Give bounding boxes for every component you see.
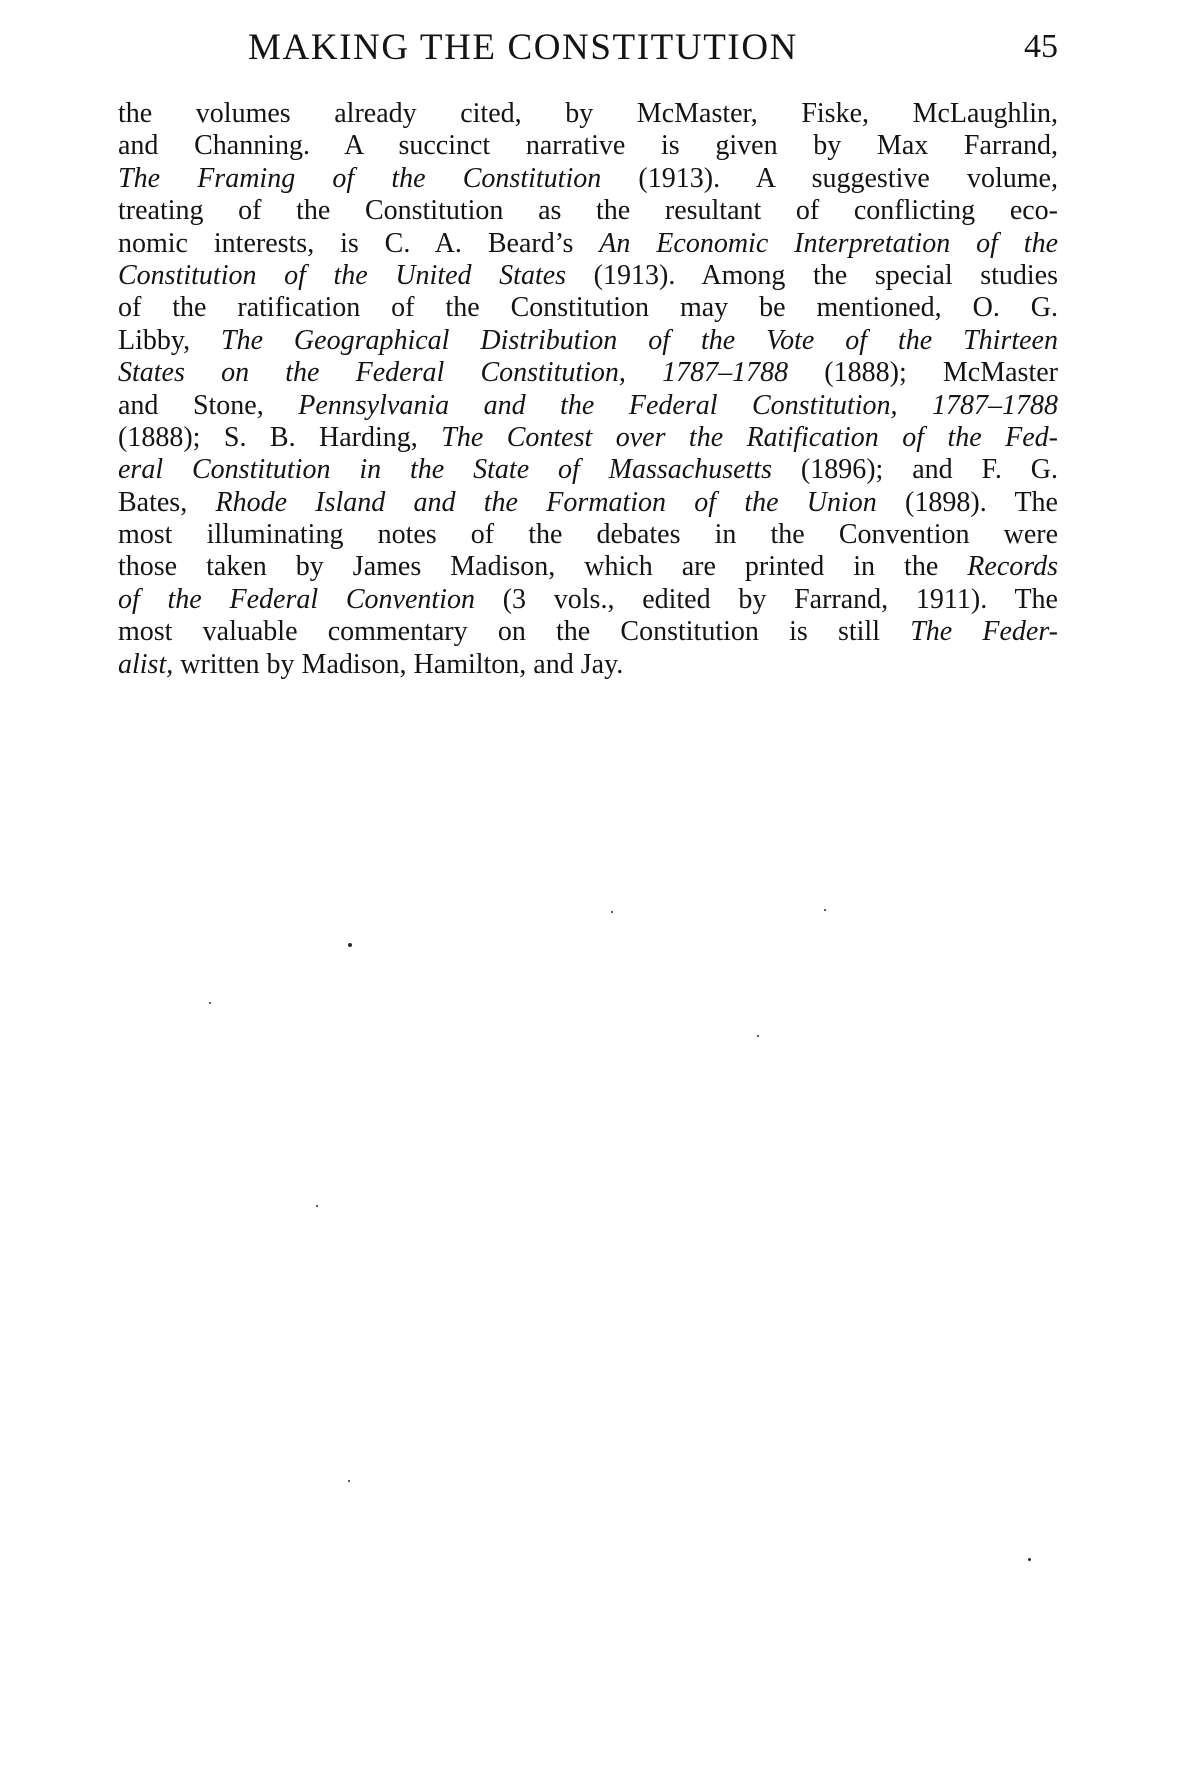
running-title: MAKING THE CONSTITUTION [248, 27, 798, 68]
italic-title-run: alist, [118, 648, 174, 680]
running-head [118, 26, 1058, 86]
text-run: (1898). The [876, 486, 1058, 518]
text-line [118, 228, 1058, 260]
text-run: Libby, [118, 324, 221, 356]
scan-speck [757, 1035, 759, 1037]
text-line [118, 422, 1058, 454]
italic-title-run: Rhode Island and the Formation of the Union [215, 486, 877, 518]
text-run: (1896); and F. G. [772, 454, 1058, 486]
text-line [118, 454, 1058, 486]
text-run: written by Madison, Hamilton, and Jay. [173, 648, 624, 680]
text-line [118, 649, 1058, 681]
scan-speck [348, 1480, 350, 1482]
text-line [118, 519, 1058, 551]
text-run: (1888); S. B. Harding, [118, 421, 442, 453]
text-run: (1888); McMaster [788, 357, 1058, 389]
scan-speck [611, 911, 613, 913]
text-run: (1913). Among the special studies [566, 259, 1058, 291]
scan-speck [209, 1002, 211, 1004]
text-line [118, 325, 1058, 357]
scan-speck [1028, 1558, 1031, 1561]
bibliography-paragraph [118, 98, 1058, 681]
text-run: the volumes already cited, by McMaster, Fiske, McLaughlin, [118, 98, 1058, 129]
italic-title-run: The Contest over the Ratification of the Fed- [441, 421, 1058, 453]
text-run: and Stone, [118, 389, 299, 421]
text-run: (3 vols., edited by Farrand, 1911). The [474, 583, 1058, 615]
italic-title-run: The Framing of the Constitution [118, 162, 602, 194]
text-line [118, 130, 1058, 162]
text-line [118, 357, 1058, 389]
italic-title-run: eral Constitution in the State of Massachusetts [118, 454, 773, 486]
italic-title-run: of the Federal Convention [118, 583, 475, 615]
italic-title-run: The Feder- [910, 616, 1059, 648]
italic-title-run: Records [967, 551, 1058, 583]
text-run: and Channing. A succinct narrative is given by Max Farrand, [118, 130, 1058, 162]
text-line [118, 487, 1058, 519]
text-line [118, 195, 1058, 227]
text-run: those taken by James Madison, which are printed in the [118, 551, 968, 583]
text-run: Bates, [118, 486, 216, 518]
text-line [118, 260, 1058, 292]
italic-title-run: Constitution of the United States [118, 259, 567, 291]
italic-title-run: States on the Federal Constitution, 1787–1788 [118, 357, 789, 389]
text-run: most illuminating notes of the debates in the Convention were [118, 519, 1058, 551]
text-line [118, 551, 1058, 583]
italic-title-run: Pennsylvania and the Federal Constitution, 1787–1788 [298, 389, 1058, 421]
page-number: 45 [1024, 28, 1058, 65]
italic-title-run: An Economic Interpretation of the [599, 227, 1058, 259]
italic-title-run: The Geographical Distribution of the Vote of the Thirteen [221, 324, 1058, 356]
text-run: of the ratification of the Constitution may be mentioned, O. G. [118, 292, 1058, 324]
scan-speck [824, 909, 826, 911]
text-line [118, 584, 1058, 616]
text-run: (1913). A suggestive volume, [601, 162, 1058, 194]
text-line [118, 98, 1058, 130]
text-line [118, 390, 1058, 422]
text-run: treating of the Constitution as the resultant of conflicting eco- [118, 195, 1058, 227]
text-line [118, 292, 1058, 324]
text-run: most valuable commentary on the Constitution is still [118, 616, 911, 648]
text-line [118, 163, 1058, 195]
scan-speck [316, 1205, 318, 1207]
text-run: nomic interests, is C. A. Beard’s [118, 227, 600, 259]
scan-speck [348, 943, 352, 947]
text-line [118, 616, 1058, 648]
